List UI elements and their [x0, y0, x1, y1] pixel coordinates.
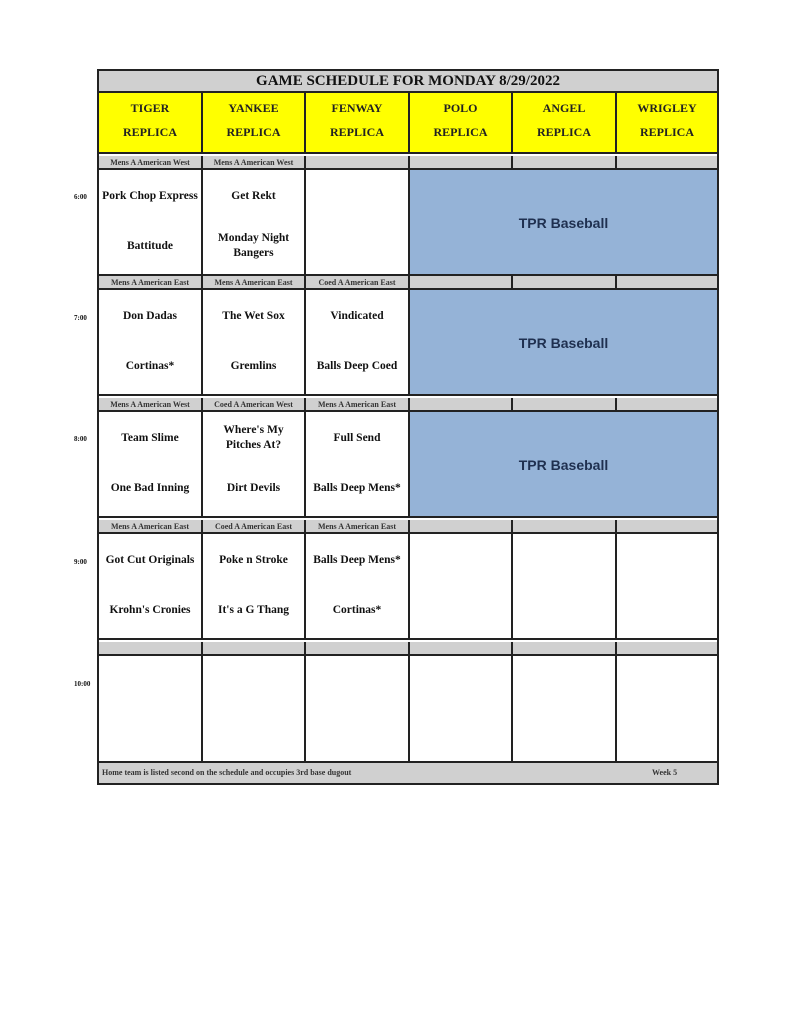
division-label: [410, 642, 513, 656]
game-cell: [306, 656, 410, 763]
schedule-footer: [99, 763, 717, 783]
game-cell: [203, 656, 306, 763]
field-header-polo: [410, 93, 513, 154]
home-team: [513, 590, 615, 630]
home-team: Balls Deep Mens*: [313, 481, 401, 494]
game-cell: [99, 412, 203, 518]
field-sub: REPLICA: [226, 125, 281, 139]
game-cell: [306, 534, 410, 640]
division-label: [306, 642, 410, 656]
away-team: Poke n Stroke: [219, 553, 288, 566]
game-cell: [203, 290, 306, 396]
away-team: [306, 176, 408, 216]
field-sub: REPLICA: [433, 125, 488, 139]
game-cell: [99, 170, 203, 276]
game-cell: [203, 534, 306, 640]
home-team: Battitude: [127, 239, 173, 252]
away-team: [99, 662, 201, 702]
division-label: Mens A American West: [99, 156, 203, 170]
away-team: Where's My Pitches At?: [223, 424, 284, 451]
home-team: One Bad Inning: [110, 481, 190, 494]
division-label: [306, 156, 410, 170]
division-label: Mens A American East: [99, 520, 203, 534]
game-cell: [410, 656, 513, 763]
field-name: FENWAY: [331, 101, 383, 115]
home-team-note: Home team is listed second on the schedule and occupies 3rd base dugout: [102, 768, 352, 777]
division-label: Coed A American East: [203, 520, 306, 534]
home-team: Cortinas*: [332, 603, 382, 616]
away-team: Don Dadas: [122, 309, 177, 322]
home-team: [306, 712, 408, 752]
home-team: [617, 590, 717, 630]
division-label: Coed A American East: [306, 276, 410, 290]
game-cell: [617, 656, 717, 763]
game-cell: [99, 290, 203, 396]
home-team: [99, 712, 201, 752]
home-team: Dirt Devils: [226, 481, 281, 494]
away-team: Team Slime: [121, 431, 179, 444]
game-cell: [99, 534, 203, 640]
schedule-title: GAME SCHEDULE FOR MONDAY 8/29/2022: [99, 71, 717, 93]
schedule-table: [97, 69, 719, 785]
time-label: 8:00: [74, 435, 87, 443]
home-team: Balls Deep Coed: [316, 359, 398, 372]
away-team: Full Send: [333, 431, 381, 444]
division-label: [410, 276, 513, 290]
reserved-block: [410, 170, 717, 276]
division-label: [99, 642, 203, 656]
reserved-label: TPR Baseball: [518, 215, 609, 231]
reserved-label: TPR Baseball: [518, 457, 609, 473]
field-name: TIGER: [130, 101, 170, 115]
home-team: [617, 712, 717, 752]
division-label: [203, 642, 306, 656]
away-team: The Wet Sox: [222, 309, 285, 322]
game-cell: [306, 412, 410, 518]
game-cell: [306, 170, 410, 276]
field-name: POLO: [443, 101, 478, 115]
week-label: Week 5: [652, 768, 678, 777]
division-label: [513, 398, 617, 412]
time-label: 7:00: [74, 314, 87, 322]
field-name: WRIGLEY: [637, 101, 697, 115]
away-team: [203, 662, 304, 702]
away-team: [617, 662, 717, 702]
home-team: [513, 712, 615, 752]
division-label: [513, 156, 617, 170]
division-label: [617, 642, 717, 656]
reserved-block: [410, 412, 717, 518]
field-sub: REPLICA: [122, 125, 177, 139]
home-team: It's a G Thang: [217, 603, 290, 616]
field-sub: REPLICA: [639, 125, 694, 139]
game-cell: [203, 412, 306, 518]
division-label: [410, 398, 513, 412]
time-label: 6:00: [74, 193, 87, 201]
game-cell: [513, 534, 617, 640]
division-label: [513, 276, 617, 290]
division-label: [617, 520, 717, 534]
game-cell: [513, 656, 617, 763]
field-header-tiger: [99, 93, 203, 154]
field-header-fenway: [306, 93, 410, 154]
game-cell: [203, 170, 306, 276]
game-cell: [99, 656, 203, 763]
division-label: [513, 520, 617, 534]
away-team: [410, 540, 511, 580]
division-label: Coed A American West: [203, 398, 306, 412]
game-cell: [617, 534, 717, 640]
division-label: Mens A American West: [203, 156, 306, 170]
division-label: Mens A American East: [306, 398, 410, 412]
away-team: [306, 662, 408, 702]
field-sub: REPLICA: [329, 125, 384, 139]
division-label: [410, 156, 513, 170]
away-team: Get Rekt: [231, 189, 276, 202]
away-team: [513, 662, 615, 702]
division-label: Mens A American East: [203, 276, 306, 290]
game-cell: [410, 534, 513, 640]
home-team: [203, 712, 304, 752]
away-team: Got Cut Originals: [105, 553, 195, 566]
division-label: Mens A American West: [99, 398, 203, 412]
division-label: Mens A American East: [99, 276, 203, 290]
division-label: Mens A American East: [306, 520, 410, 534]
home-team: Gremlins: [230, 359, 277, 372]
home-team: [410, 712, 511, 752]
home-team: Krohn's Cronies: [109, 603, 191, 616]
field-header-angel: [513, 93, 617, 154]
division-label: [410, 520, 513, 534]
away-team: Vindicated: [330, 309, 384, 322]
field-sub: REPLICA: [536, 125, 591, 139]
home-team: [306, 226, 408, 266]
reserved-label: TPR Baseball: [518, 335, 609, 351]
away-team: Pork Chop Express: [102, 189, 198, 202]
field-header-wrigley: [617, 93, 717, 154]
division-label: [513, 642, 617, 656]
game-cell: [306, 290, 410, 396]
home-team: Monday Night Bangers: [217, 232, 290, 259]
reserved-block: [410, 290, 717, 396]
division-label: [617, 156, 717, 170]
field-header-yankee: [203, 93, 306, 154]
away-team: Balls Deep Mens*: [313, 553, 401, 566]
field-name: ANGEL: [542, 101, 586, 115]
time-label: 9:00: [74, 558, 87, 566]
division-label: [617, 276, 717, 290]
away-team: [617, 540, 717, 580]
field-name: YANKEE: [228, 101, 279, 115]
home-team: Cortinas*: [125, 359, 175, 372]
away-team: [513, 540, 615, 580]
division-label: [617, 398, 717, 412]
home-team: [410, 590, 511, 630]
time-label: 10:00: [74, 680, 91, 688]
away-team: [410, 662, 511, 702]
